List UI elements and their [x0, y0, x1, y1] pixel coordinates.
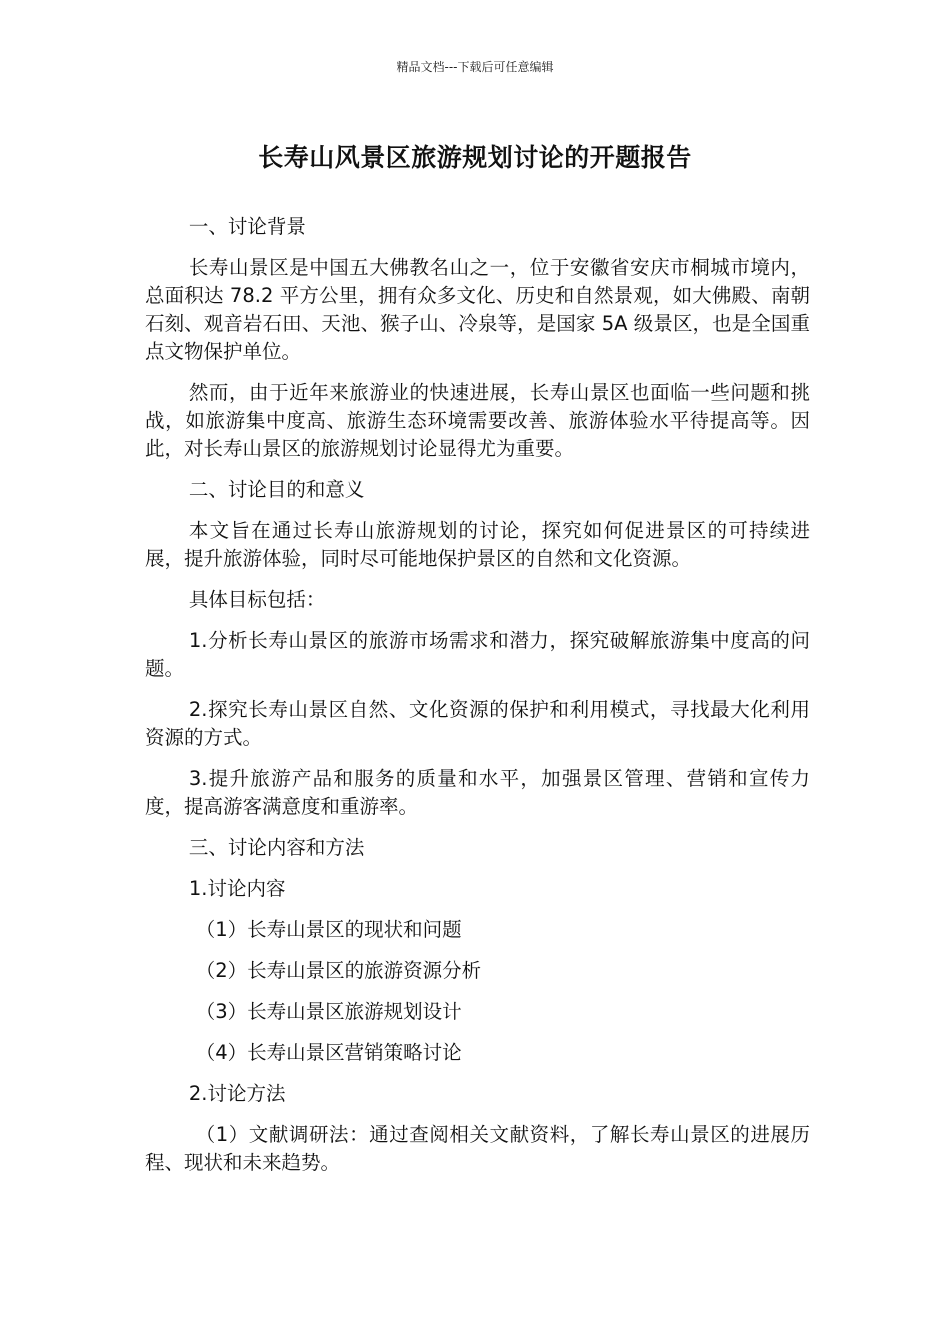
section-heading-purpose: 二、讨论目的和意义 [188, 478, 365, 501]
paragraph-intro: 长寿山景区是中国五大佛教名山之一，位于安徽省安庆市桐城市境内，总面积达 78.2 平方公里，拥有众多文化、历史和自然景观，如大佛殿、南朝石刻、观音岩石田、天池、猴子山、冷泉等，是国家 5A 级景区，也是全国重点文物保护单位。 [145, 256, 810, 363]
content-item-3: （3）长寿山景区旅游规划设计 [195, 1000, 462, 1023]
paragraph-goals-lead: 具体目标包括： [188, 588, 326, 611]
goal-item-3: 3.提升旅游产品和服务的质量和水平，加强景区管理、营销和宣传力度，提高游客满意度和重游率。 [145, 767, 810, 818]
section-heading-background: 一、讨论背景 [188, 215, 306, 238]
goal-item-2: 2.探究长寿山景区自然、文化资源的保护和利用模式，寻找最大化利用资源的方式。 [145, 698, 810, 749]
paragraph-challenges: 然而，由于近年来旅游业的快速进展，长寿山景区也面临一些问题和挑战，如旅游集中度高、旅游生态环境需要改善、旅游体验水平待提高等。因此，对长寿山景区的旅游规划讨论显得尤为重要。 [145, 381, 810, 460]
content-item-2: （2）长寿山景区的旅游资源分析 [195, 959, 482, 982]
document-title: 长寿山风景区旅游规划讨论的开题报告 [258, 143, 692, 172]
paragraph-purpose: 本文旨在通过长寿山旅游规划的讨论，探究如何促进景区的可持续进展，提升旅游体验，同时尽可能地保护景区的自然和文化资源。 [145, 519, 810, 570]
section-heading-content-methods: 三、讨论内容和方法 [188, 836, 365, 859]
content-item-4: （4）长寿山景区营销策略讨论 [195, 1041, 462, 1064]
method-item-1: （1）文献调研法：通过查阅相关文献资料，了解长寿山景区的进展历程、现状和未来趋势。 [145, 1123, 810, 1174]
subsection-heading-content: 1.讨论内容 [188, 877, 286, 900]
document-body [145, 213, 810, 1190]
subsection-heading-methods: 2.讨论方法 [188, 1082, 286, 1105]
page-header-note: 精品文档---下载后可任意编辑 [396, 60, 554, 74]
content-item-1: （1）长寿山景区的现状和问题 [195, 918, 462, 941]
goal-item-1: 1.分析长寿山景区的旅游市场需求和潜力，探究破解旅游集中度高的问题。 [145, 629, 810, 680]
